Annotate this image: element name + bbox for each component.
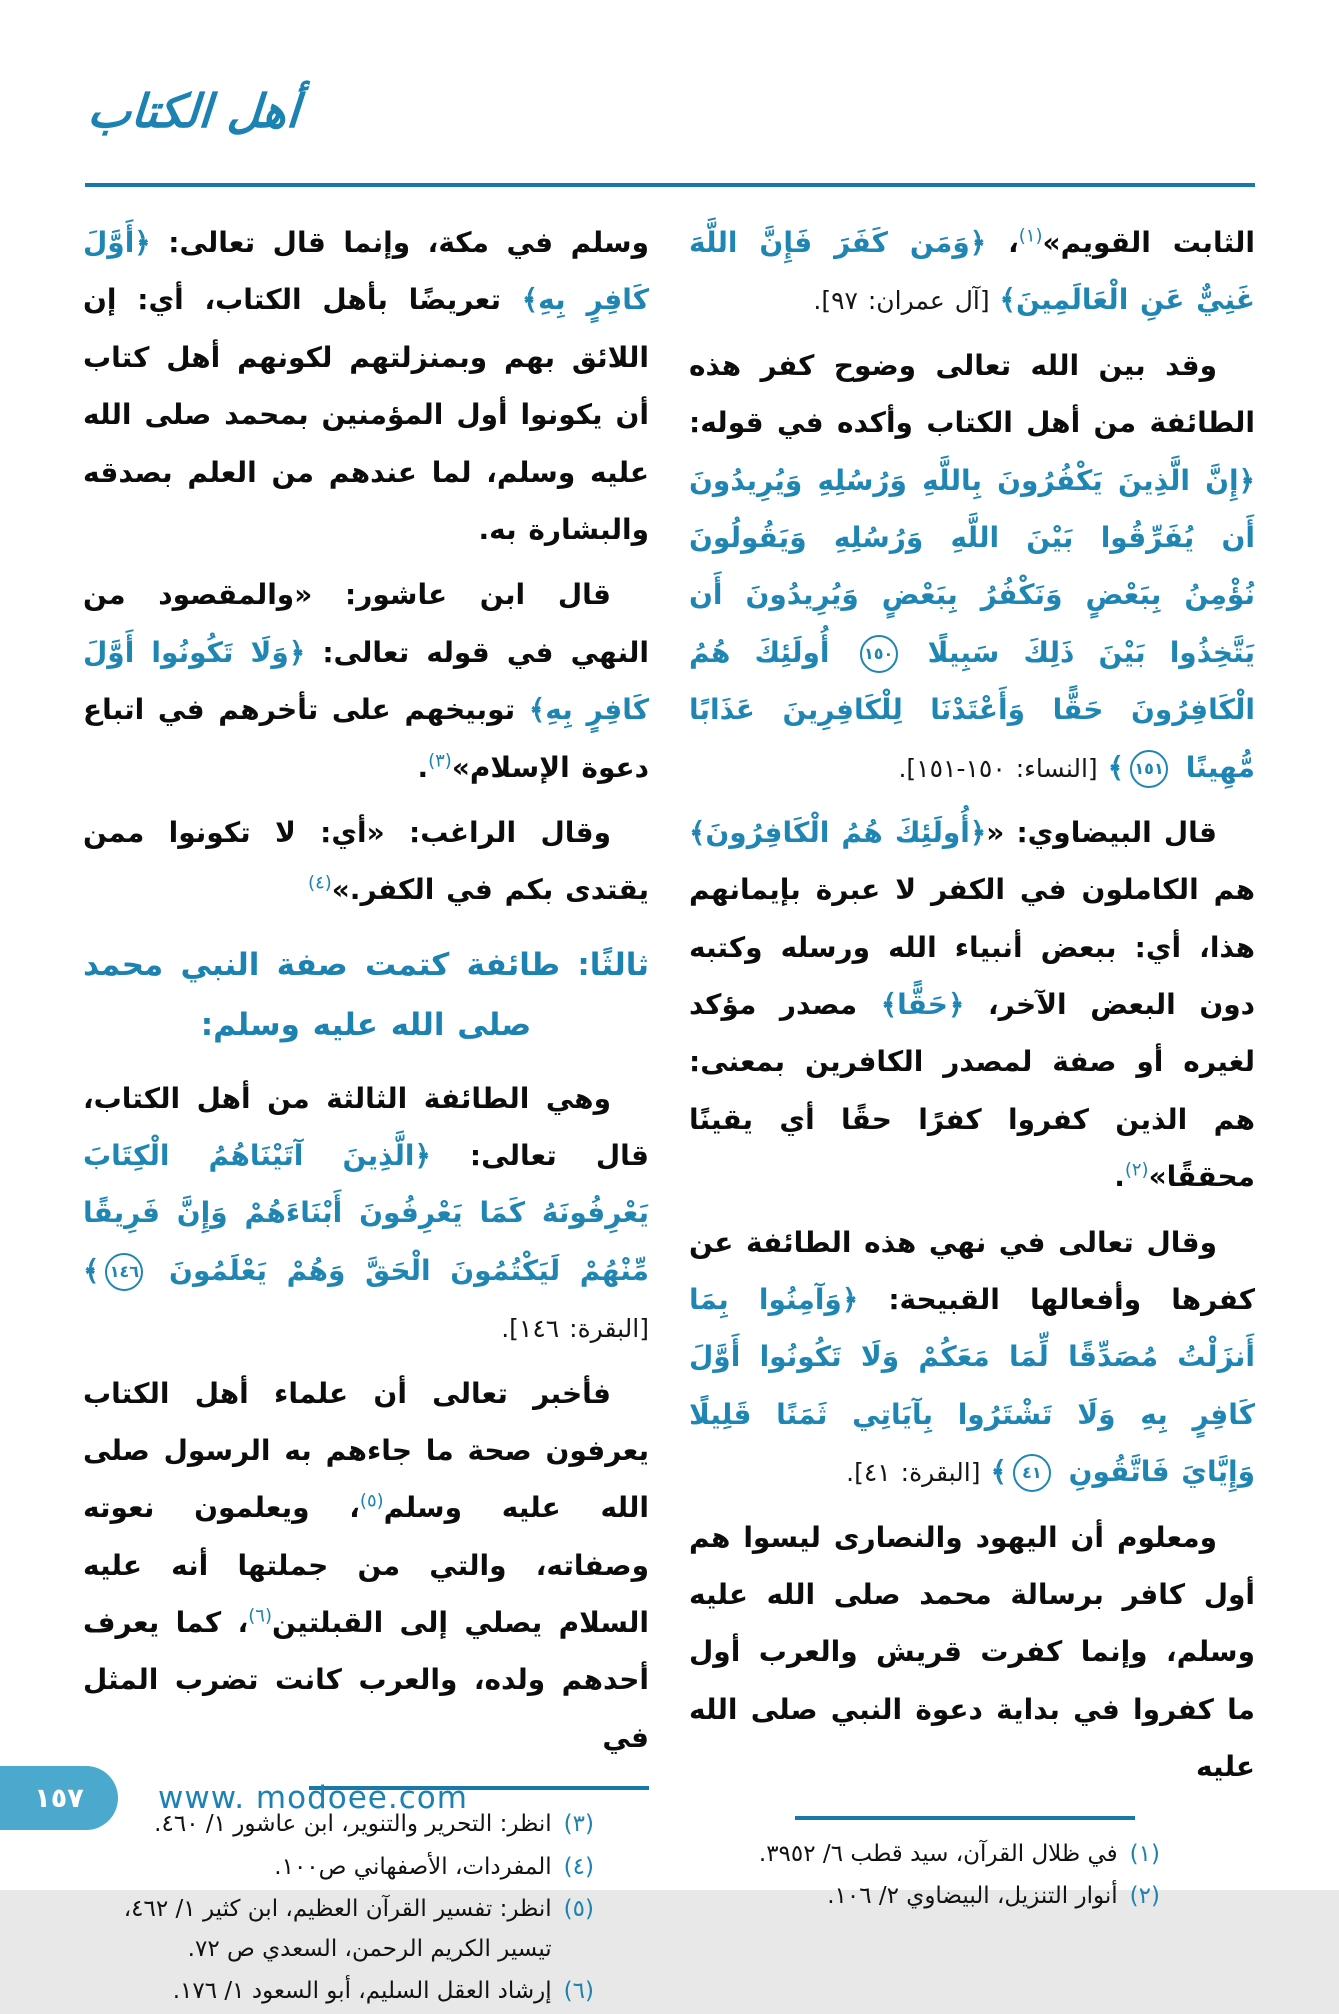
quran-verse: أُولَئِكَ هُمُ الْكَافِرُونَ حَقًّا وَأَعْتَدْنَا لِلْكَافِرِينَ عَذَابًا مُّهِينًا <box>689 635 1255 784</box>
body-text: وقال الراغب: «أي: لا تكونوا ممن يقتدى بكم في الكفر.» <box>83 815 649 907</box>
header-rule <box>85 183 1255 187</box>
quran-verse: ﴾ <box>990 1455 1007 1489</box>
footnote-number: (٣) <box>563 1811 594 1838</box>
footnote-text: المفردات، الأصفهاني ص١٠٠. <box>274 1853 552 1880</box>
paragraph <box>83 1070 649 1357</box>
body-text: قال ابن عاشور: «والمقصود من النهي في قوله تعالى: <box>83 578 649 669</box>
column-blocks <box>689 214 1255 1796</box>
footnote-separator <box>795 1816 1135 1820</box>
paragraph <box>83 1365 649 1767</box>
column-right <box>689 214 1255 1918</box>
footnotes-list <box>689 1834 1255 1917</box>
footnote-number: (١) <box>1129 1840 1160 1867</box>
paragraph <box>689 1214 1255 1501</box>
paragraph <box>83 214 649 558</box>
chapter-title: أهل الكتاب <box>86 84 302 138</box>
quran-verse: ﴿حَقًّا﴾ <box>880 988 965 1022</box>
footnotes-list <box>83 1804 649 2011</box>
body-text: وقال تعالى في نهي هذه الطائفة عن كفرها وأفعالها القبيحة: <box>689 1225 1256 1317</box>
ayah-number-ornament: ١٥١ <box>1130 750 1168 788</box>
quran-verse: ﴿الَّذِينَ آتَيْنَاهُمُ الْكِتَابَ يَعْرِفُونَهُ كَمَا يَعْرِفُونَ أَبْنَاءَهُمْ وَإِنَّ فَرِيقًا مِّنْهُمْ لَيَكْتُمُونَ الْحَقَّ وَهُمْ يَعْلَمُونَ <box>83 1138 649 1287</box>
body-text: . <box>1114 1160 1125 1194</box>
body-text: وهي الطائفة الثالثة من أهل الكتاب، قال تعالى: <box>83 1081 649 1172</box>
footnote <box>689 1834 1160 1874</box>
paragraph <box>83 804 649 919</box>
verse-citation: [البقرة: ١٤٦]. <box>501 1314 649 1344</box>
body-text: تعريضًا بأهل الكتاب، أي: إن اللائق بهم وبمنزلتهم لكونهم أهل كتاب أن يكونوا أول المؤمنين بمحمد صلى الله عليه وسلم، لما عندهم من العلم بصدقه والبشارة به. <box>83 283 649 546</box>
paragraph <box>689 214 1255 329</box>
body-text: الثابت القويم» <box>1042 226 1255 259</box>
verse-citation: [النساء: ١٥٠-١٥١]. <box>898 753 1108 783</box>
column-left <box>83 214 649 2014</box>
quran-verse: ﴿إِنَّ الَّذِينَ يَكْفُرُونَ بِاللَّهِ وَرُسُلِهِ وَيُرِيدُونَ أَن يُفَرِّقُوا بَيْنَ اللَّهِ وَرُسُلِهِ وَيَقُولُونَ نُؤْمِنُ بِبَعْضٍ وَنَكْفُرُ بِبَعْضٍ وَيُرِيدُونَ أَن يَتَّخِذُوا بَيْنَ ذَلِكَ سَبِيلًا <box>689 463 1255 669</box>
verse-citation: [البقرة: ٤١]. <box>846 1458 991 1488</box>
quran-verse: ﴿أَوَّلَ كَافِرٍ بِهِ﴾ <box>83 226 649 317</box>
footnote-text: انظر: تفسير القرآن العظيم، ابن كثير ١/ ٤٦٢، تيسير الكريم الرحمن، السعدي ص ٧٢. <box>123 1895 552 1962</box>
quran-verse: ﴿وَآمِنُوا بِمَا أَنزَلْتُ مُصَدِّقًا لِّمَا مَعَكُمْ وَلَا تَكُونُوا أَوَّلَ كَافِرٍ بِهِ وَلَا تَشْتَرُوا بِآيَاتِي ثَمَنًا قَلِيلًا وَإِيَّايَ فَاتَّقُونِ <box>689 1283 1255 1489</box>
footnote-reference: (٤) <box>307 872 332 894</box>
footnote-reference: (٥) <box>359 1490 384 1512</box>
footnote-text: انظر: التحرير والتنوير، ابن عاشور ١/ ٤٦٠. <box>154 1811 552 1838</box>
body-text: ، كما يعرف أحدهم ولده، والعرب كانت تضرب المثل في <box>83 1606 649 1754</box>
footnote-text: في ظلال القرآن، سيد قطب ٦/ ٣٩٥٢. <box>758 1840 1118 1867</box>
paragraph <box>83 566 649 796</box>
quran-verse: ﴿وَمَن كَفَرَ فَإِنَّ اللَّهَ غَنِيٌّ عَنِ الْعَالَمِينَ﴾ <box>689 226 1255 317</box>
paragraph <box>689 1509 1255 1796</box>
page-number-badge <box>0 1766 118 1830</box>
body-text: قال البيضاوي: « <box>986 815 1217 849</box>
footnote-text: إرشاد العقل السليم، أبو السعود ١/ ١٧٦. <box>172 1978 552 2005</box>
quran-verse: ﴿وَلَا تَكُونُوا أَوَّلَ كَافِرٍ بِهِ﴾ <box>83 635 649 727</box>
footnote-number: (٤) <box>563 1853 594 1880</box>
body-text: مصدر مؤكد لغيره أو صفة لمصدر الكافرين بمعنى: هم الذين كفروا كفرًا حقًا أي يقينًا محققًا» <box>689 988 1255 1194</box>
body-text: . <box>417 750 429 784</box>
paragraph <box>689 337 1255 796</box>
ayah-number-ornament: ١٤٦ <box>105 1253 143 1291</box>
footnotes-section <box>83 1786 649 2011</box>
body-text: فأخبر تعالى أن علماء أهل الكتاب يعرفون صحة ما جاءهم به الرسول صلى الله عليه وسلم <box>83 1376 649 1525</box>
quran-verse: ﴿أُولَئِكَ هُمُ الْكَافِرُونَ﴾ <box>689 815 987 849</box>
footnote-number: (٢) <box>1129 1882 1160 1909</box>
ayah-number-ornament: ١٥٠ <box>860 635 898 673</box>
website-link[interactable]: www. modoee.com <box>158 1780 468 1816</box>
body-text: ثالثًا: طائفة كتمت صفة النبي محمد صلى الله عليه وسلم: <box>83 946 649 1044</box>
column-blocks <box>83 214 649 1766</box>
ayah-number-ornament: ٤١ <box>1013 1454 1051 1492</box>
quran-verse: ﴾ <box>83 1253 100 1287</box>
footnote-text: أنوار التنزيل، البيضاوي ٢/ ١٠٦. <box>827 1882 1118 1909</box>
quran-verse: ﴾ <box>1107 750 1125 784</box>
footnote-reference: (٢) <box>1124 1159 1149 1181</box>
page-number: ١٥٧ <box>34 1782 84 1814</box>
body-text: وقد بين الله تعالى وضوح كفر هذه الطائفة من أهل الكتاب وأكده في قوله: <box>689 348 1255 440</box>
footnotes-section <box>689 1816 1255 1917</box>
footnote-reference: (١) <box>1018 225 1043 247</box>
section-heading <box>83 935 649 1056</box>
footnote-reference: (٣) <box>428 750 452 772</box>
content-columns <box>83 214 1255 2014</box>
paragraph <box>689 804 1255 1206</box>
footnote-reference: (٦) <box>248 1605 272 1627</box>
footnote-number: (٥) <box>563 1895 594 1922</box>
body-text: توبيخهم على تأخرهم في اتباع دعوة الإسلام» <box>83 693 649 784</box>
body-text: ومعلوم أن اليهود والنصارى ليسوا هم أول كافر برسالة محمد صلى الله عليه وسلم، وإنما كفرت قريش والعرب أول ما كفروا في بداية دعوة النبي صلى الله عليه <box>689 1520 1255 1784</box>
footnote <box>83 1971 594 2011</box>
footnote <box>83 1889 594 1970</box>
body-text: هم الكاملون في الكفر لا عبرة بإيمانهم هذا، أي: ببعض أنبياء الله ورسله وكتبه دون البعض الآخر، <box>689 873 1255 1022</box>
body-text: وسلم في مكة، وإنما قال تعالى: <box>150 226 649 259</box>
footnote <box>83 1847 594 1887</box>
footnote <box>689 1876 1160 1916</box>
footnote-number: (٦) <box>563 1978 594 2005</box>
verse-citation: [آل عمران: ٩٧]. <box>813 286 1000 316</box>
body-text: ، ويعلمون نعوته وصفاته، والتي من جملتها أنه عليه السلام يصلي إلى القبلتين <box>83 1491 650 1640</box>
body-text: ، <box>986 226 1019 259</box>
